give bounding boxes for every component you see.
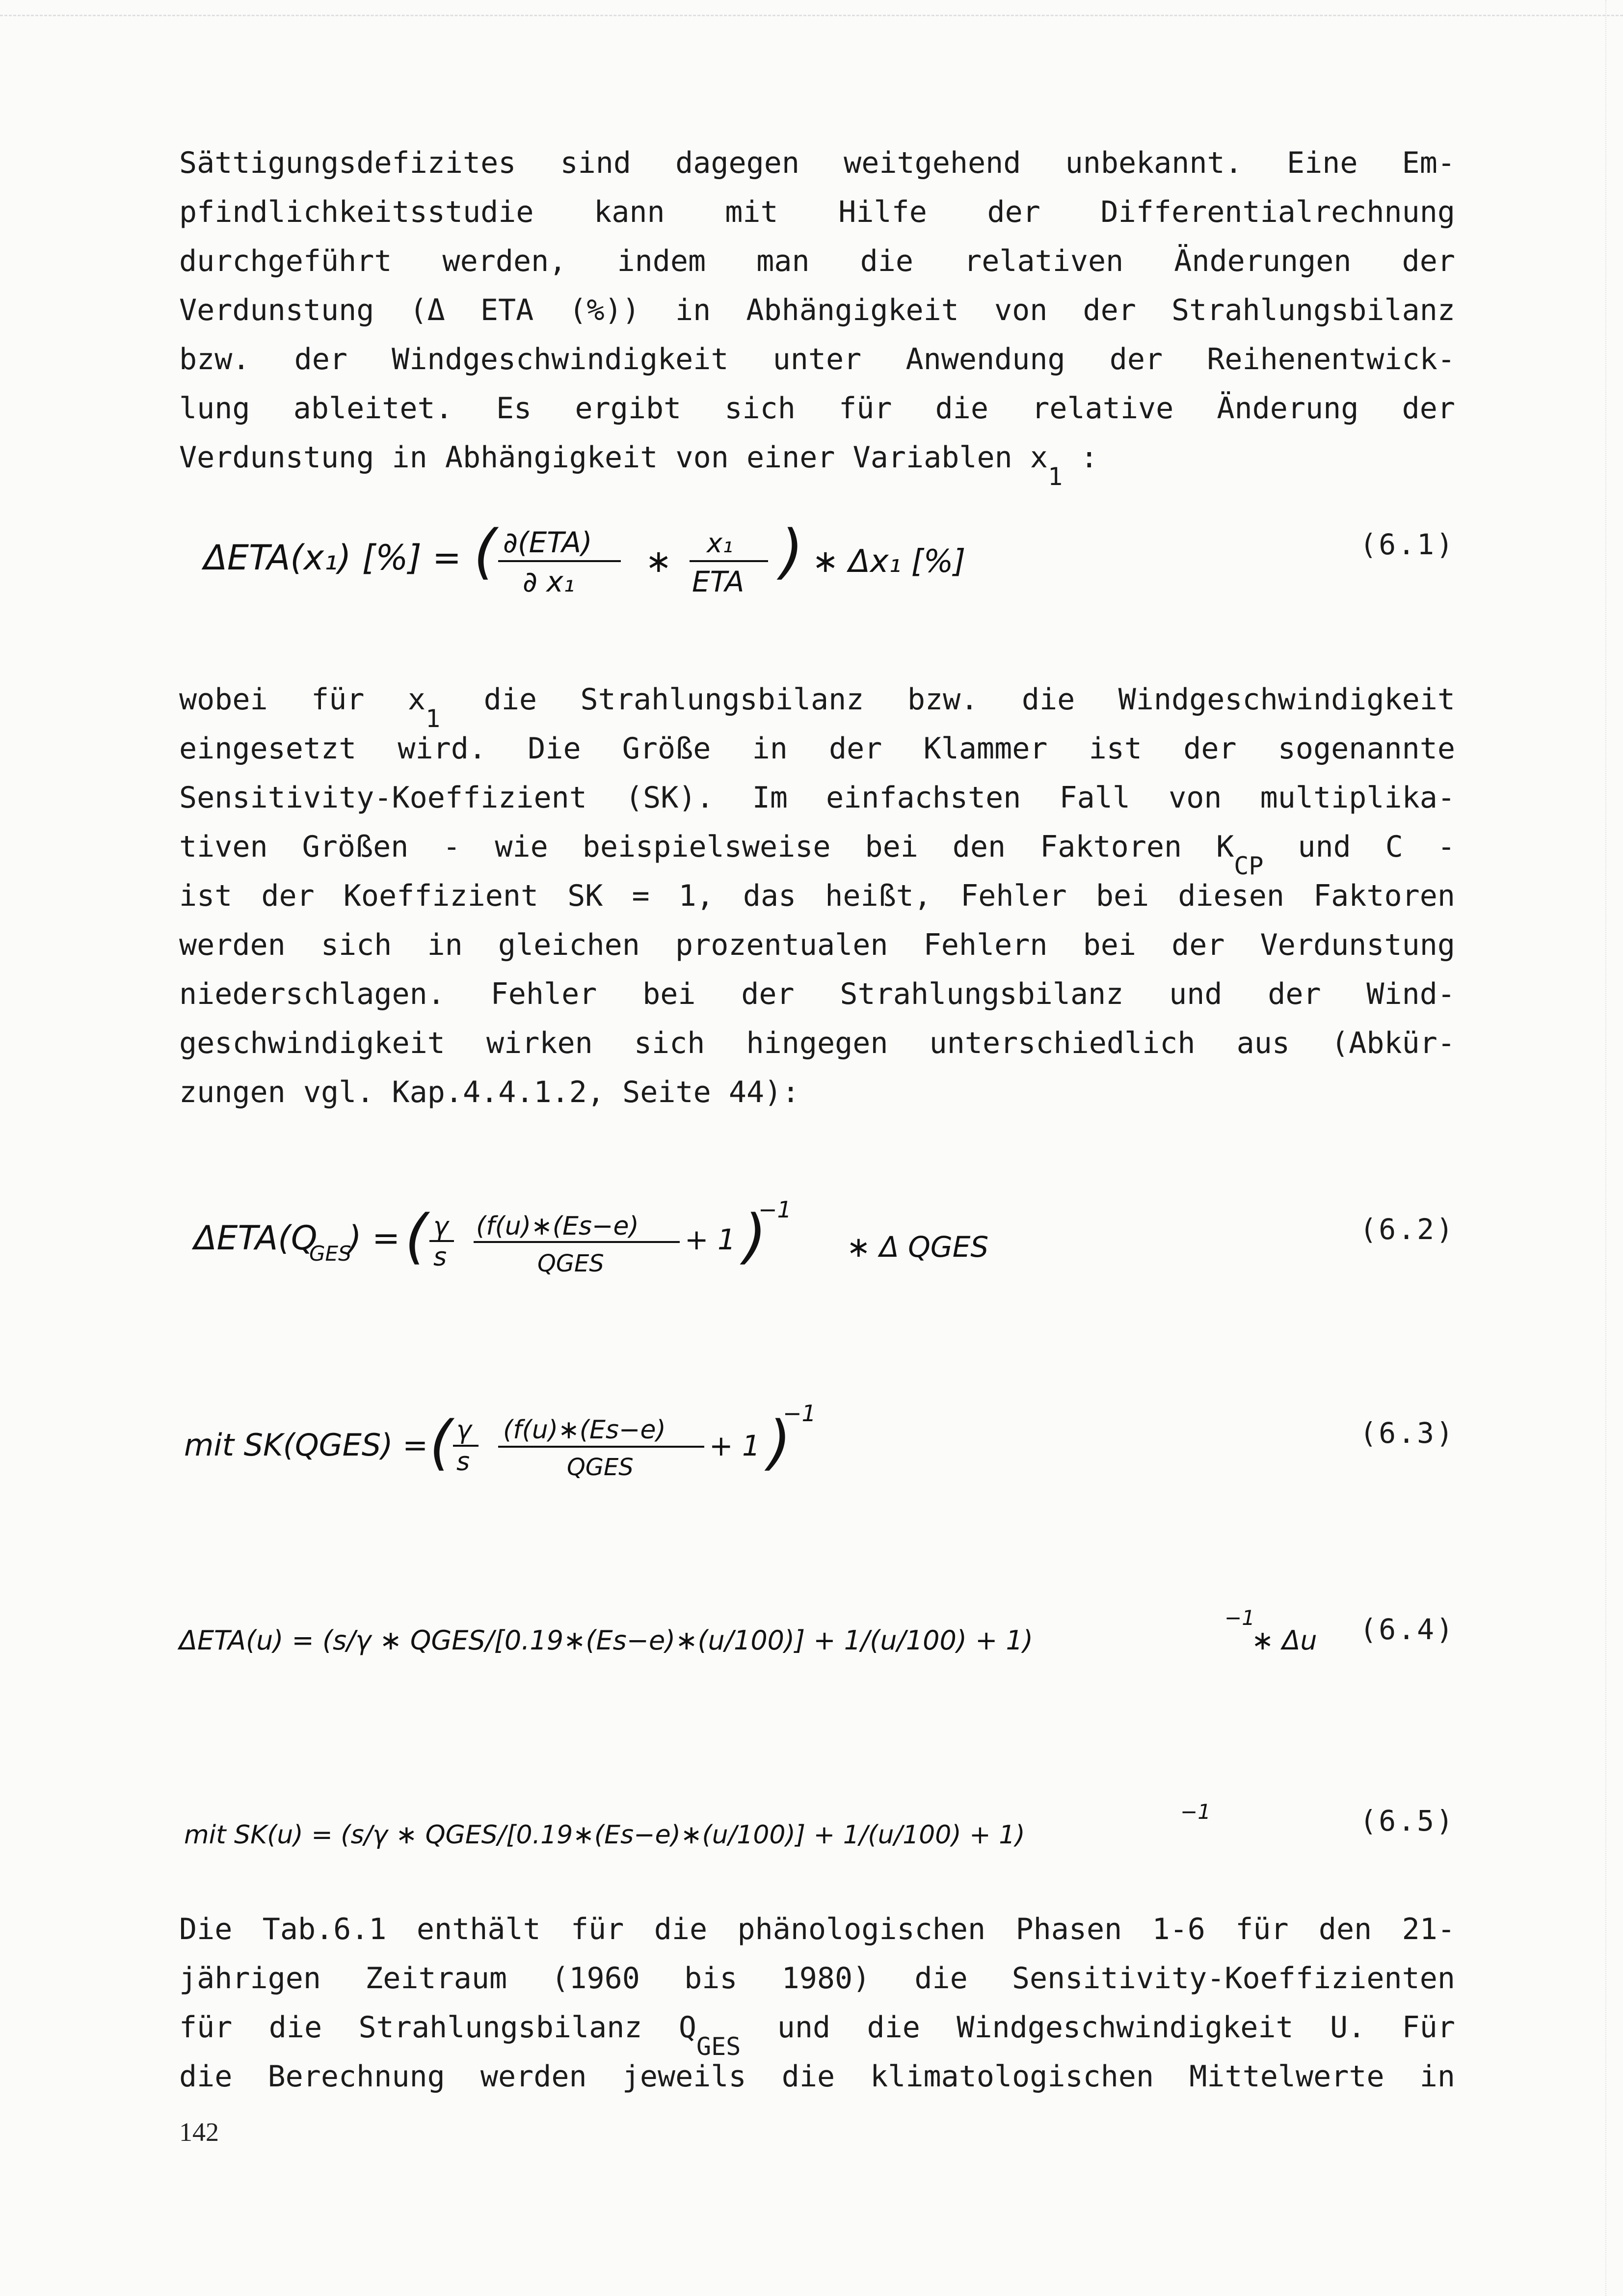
text-fragment: tiven Größen - wie beispielsweise bei den Faktoren K: [179, 830, 1234, 864]
eq2-tail: ∗ Δ QGES: [847, 1230, 989, 1264]
text-line: Sättigungsdefizites sind dagegen weitgehend unbekannt. Eine Em-: [179, 146, 1455, 180]
text-line: [179, 433, 1455, 491]
equation-number: (6.2): [1359, 1213, 1455, 1246]
eq3-den: QGES: [567, 1454, 634, 1481]
eq2-equals: ) =: [348, 1219, 400, 1258]
text-line: geschwindigkeit wirken sich hingegen unterschiedlich aus (Abkür-: [179, 1026, 1455, 1060]
text-line: [179, 822, 1455, 880]
eq2-lhs: ΔETA(Q: [194, 1219, 318, 1258]
eq2-lhs-sub: GES: [309, 1242, 351, 1266]
equation-6-4: [179, 1603, 1455, 1681]
eq3-exponent: −1: [783, 1400, 816, 1427]
text-line: durchgeführt werden, indem man die relativen Änderungen der: [179, 244, 1455, 278]
equation-6-5-graphic: [179, 1794, 1357, 1883]
eq2-num: (f(u)∗(Es−e): [476, 1212, 639, 1241]
eq1-mult: ∗: [645, 543, 672, 580]
text-line: bzw. der Windgeschwindigkeit unter Anwendung der Reihenentwick-: [179, 342, 1455, 377]
eq3-left-paren: (: [429, 1409, 452, 1477]
paragraph-3: [179, 1905, 1455, 2101]
eq2-left-paren: (: [405, 1203, 428, 1271]
equation-6-2-graphic: [179, 1196, 1112, 1301]
eq2-s: s: [433, 1243, 447, 1272]
eq3-lhs: mit SK(QGES) =: [184, 1427, 428, 1463]
eq1-num1: ∂(ETA): [503, 526, 592, 559]
eq5-body: mit SK(u) = (s/γ ∗ QGES/[0.19∗(Es−e)∗(u/100)] + 1/(u/100) + 1): [184, 1820, 1025, 1850]
text-fragment: die Strahlungsbilanz bzw. die Windgeschwindigkeit: [440, 682, 1456, 717]
eq1-right-paren: ): [780, 518, 803, 586]
eq4-tail: ∗ Δu: [1251, 1625, 1317, 1656]
text-line: eingesetzt wird. Die Größe in der Klammer ist der sogenannte: [179, 731, 1455, 766]
eq1-lhs: ΔETA(x₁) [%] =: [204, 538, 461, 578]
text-line: pfindlichkeitsstudie kann mit Hilfe der Differentialrechnung: [179, 195, 1455, 229]
text-line: Sensitivity-Koeffizient (SK). Im einfachsten Fall von multiplika-: [179, 781, 1455, 815]
eq1-tail: ∗ Δx₁ [%]: [812, 543, 966, 580]
equation-6-2: [179, 1196, 1455, 1281]
text-fragment: Verdunstung in Abhängigkeit von einer Variablen x: [179, 440, 1048, 475]
text-fragment: für die Strahlungsbilanz Q: [179, 2010, 697, 2045]
text-line: [179, 2003, 1455, 2061]
equation-6-3: [179, 1400, 1455, 1485]
paragraph-2: [179, 675, 1455, 1117]
eq1-den2: ETA: [692, 565, 745, 598]
eq3-num: (f(u)∗(Es−e): [503, 1415, 666, 1445]
equation-6-5: [179, 1794, 1455, 1873]
eq1-den1: ∂ x₁: [523, 565, 575, 598]
eq4-exponent: −1: [1224, 1606, 1255, 1630]
eq1-left-paren: (: [474, 518, 497, 586]
equation-6-3-graphic: [179, 1400, 1112, 1505]
scan-edge-right: [1604, 0, 1606, 2296]
eq2-right-paren: ): [744, 1203, 767, 1271]
eq1-num2: x₁: [707, 528, 733, 559]
equation-number: (6.1): [1359, 528, 1455, 561]
subscript: 1: [426, 704, 441, 733]
text-line: Die Tab.6.1 enthält für die phänologischen Phasen 1-6 für den 21-: [179, 1912, 1455, 1946]
subscript: CP: [1234, 852, 1264, 880]
text-line: zungen vgl. Kap.4.4.1.2, Seite 44):: [179, 1075, 800, 1109]
text-line: die Berechnung werden jeweils die klimatologischen Mittelwerte in: [179, 2059, 1455, 2094]
eq4-body: ΔETA(u) = (s/γ ∗ QGES/[0.19∗(Es−e)∗(u/100)] + 1/(u/100) + 1): [179, 1625, 1033, 1656]
equation-6-4-graphic: [179, 1603, 1357, 1691]
text-line: jährigen Zeitraum (1960 bis 1980) die Sensitivity-Koeffizienten: [179, 1961, 1455, 1996]
text-line: niederschlagen. Fehler bei der Strahlungsbilanz und der Wind-: [179, 977, 1455, 1011]
eq2-den: QGES: [537, 1250, 604, 1277]
text-line: [179, 675, 1456, 733]
text-fragment: und die Windgeschwindigkeit U. Für: [741, 2010, 1455, 2045]
equation-number: (6.4): [1359, 1613, 1455, 1646]
eq3-right-paren: ): [768, 1409, 791, 1477]
scan-edge-top: [0, 0, 1623, 16]
subscript: 1: [1048, 462, 1063, 491]
equation-number: (6.3): [1359, 1416, 1455, 1450]
text-fragment: und C -: [1263, 830, 1455, 864]
text-line: werden sich in gleichen prozentualen Fehlern bei der Verdunstung: [179, 928, 1455, 962]
eq3-gamma: γ: [456, 1415, 472, 1445]
equation-6-1: [179, 518, 1455, 596]
page-number: 142: [179, 2117, 219, 2147]
eq5-exponent: −1: [1180, 1800, 1211, 1824]
text-fragment: :: [1063, 440, 1098, 475]
subscript: GES: [696, 2032, 741, 2061]
equation-6-1-graphic: [179, 518, 1013, 606]
eq3-s: s: [456, 1447, 470, 1477]
eq3-plus-one: + 1: [709, 1429, 760, 1462]
text-line: Verdunstung (Δ ETA (%)) in Abhängigkeit von der Strahlungsbilanz: [179, 293, 1455, 327]
text-fragment: wobei für x: [179, 682, 426, 717]
text-line: ist der Koeffizient SK = 1, das heißt, Fehler bei diesen Faktoren: [179, 879, 1455, 913]
eq2-plus-one: + 1: [685, 1223, 736, 1256]
eq2-exponent: −1: [758, 1196, 792, 1223]
equation-number: (6.5): [1359, 1804, 1455, 1837]
paragraph-1: [179, 138, 1455, 491]
text-line: lung ableitet. Es ergibt sich für die relative Änderung der: [179, 391, 1455, 426]
eq2-gamma: γ: [433, 1212, 449, 1241]
